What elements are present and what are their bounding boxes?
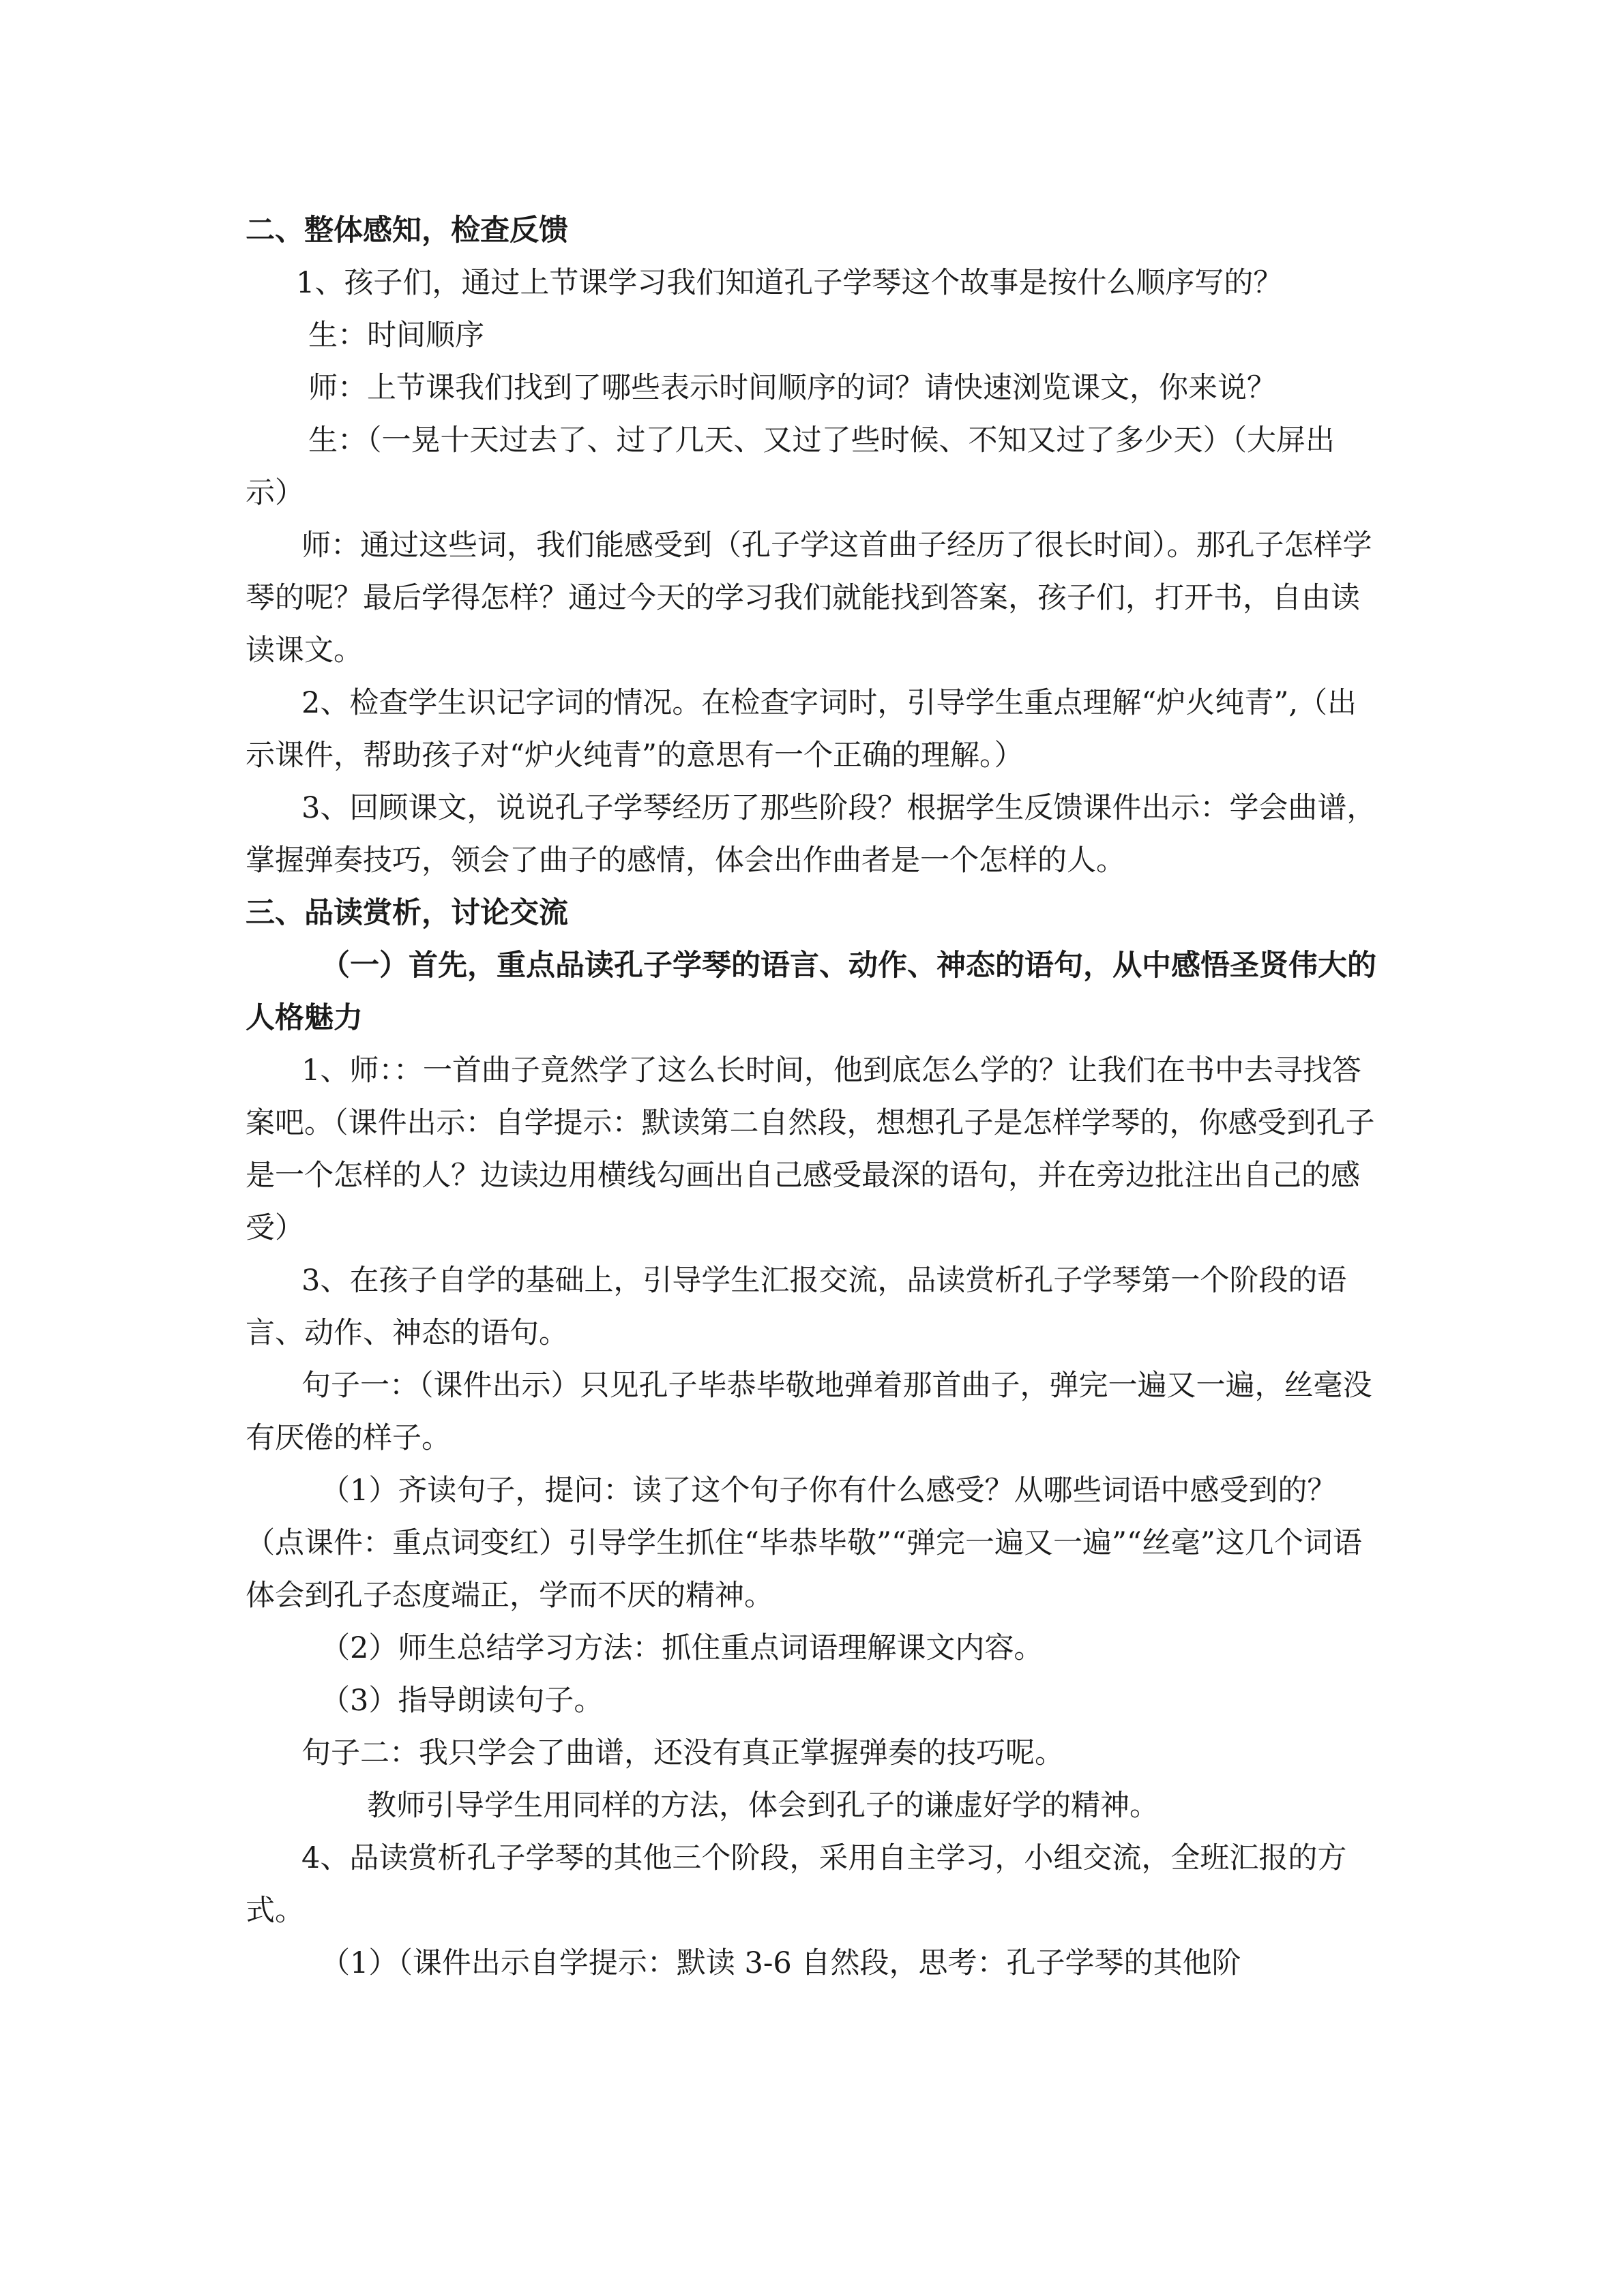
- paragraph: （2）师生总结学习方法：抓住重点词语理解课文内容。: [321, 1631, 1044, 1665]
- section-heading-3: 三、品读赏析，讨论交流: [246, 896, 568, 930]
- paragraph: 1、师：：一首曲子竟然学了这么长时间，他到底怎么学的？让我们在书中去寻找答案吧。（课件出示：自学提示：默读第二自然段，想想孔子是怎样学琴的，你感受到孔子是一个怎样的人？边读边用横线勾画出自己感受最深的语句，并在旁边批注出自己的感受）: [246, 1054, 1375, 1245]
- paragraph: 生：（一晃十天过去了、过了几天、又过了些时候、不知又过了多少天）（大屏出示）: [246, 423, 1335, 510]
- paragraph: 生：时间顺序: [308, 318, 484, 353]
- paragraph: 师：通过这些词，我们能感受到（孔子学这首曲子经历了很长时间）。那孔子怎样学琴的呢？最后学得怎样？通过今天的学习我们就能找到答案，孩子们，打开书，自由读读课文。: [246, 528, 1372, 668]
- paragraph: 3、在孩子自学的基础上，引导学生汇报交流，品读赏析孔子学琴第一个阶段的语言、动作、神态的语句。: [246, 1264, 1347, 1350]
- subsection-heading: （一）首先，重点品读孔子学琴的语言、动作、神态的语句，从中感悟圣贤伟大的人格魅力: [246, 949, 1376, 1035]
- paragraph: 2、检查学生识记字词的情况。在检查字词时，引导学生重点理解“炉火纯青”,（出示课件，帮助孩子对“炉火纯青”的意思有一个正确的理解。）: [246, 686, 1357, 773]
- paragraph: 教师引导学生用同样的方法，体会到孔子的谦虚好学的精神。: [367, 1789, 1159, 1823]
- document-body: [246, 205, 1378, 1990]
- paragraph: 句子二：我只学会了曲谱，还没有真正掌握弹奏的技巧呢。: [301, 1736, 1064, 1770]
- paragraph: 3、回顾课文，说说孔子学琴经历了那些阶段？根据学生反馈课件出示：学会曲谱，掌握弹奏技巧，领会了曲子的感情，体会出作曲者是一个怎样的人。: [246, 791, 1376, 878]
- paragraph: 句子一：（课件出示）只见孔子毕恭毕敬地弹着那首曲子，弹完一遍又一遍，丝毫没有厌倦的样子。: [246, 1369, 1372, 1455]
- paragraph: （3）指导朗读句子。: [321, 1684, 604, 1718]
- paragraph: 1、孩子们，通过上节课学习我们知道孔子学琴这个故事是按什么顺序写的？: [296, 266, 1283, 300]
- paragraph: （1）齐读句子，提问：读了这个句子你有什么感受？从哪些词语中感受到的？（点课件：重点词变红）引导学生抓住“毕恭毕敬”“弹完一遍又一遍”“丝毫”这几个词语体会到孔子态度端正，学而不厌的精神。: [246, 1474, 1362, 1613]
- section-heading-2: 二、整体感知，检查反馈: [246, 213, 568, 248]
- paragraph: 师：上节课我们找到了哪些表示时间顺序的词？请快速浏览课文，你来说？: [308, 371, 1276, 405]
- paragraph: 4、品读赏析孔子学琴的其他三个阶段，采用自主学习，小组交流，全班汇报的方式。: [246, 1841, 1347, 1928]
- paragraph: （1）（课件出示自学提示：默读 3-6 自然段，思考：孔子学琴的其他阶: [321, 1946, 1241, 1980]
